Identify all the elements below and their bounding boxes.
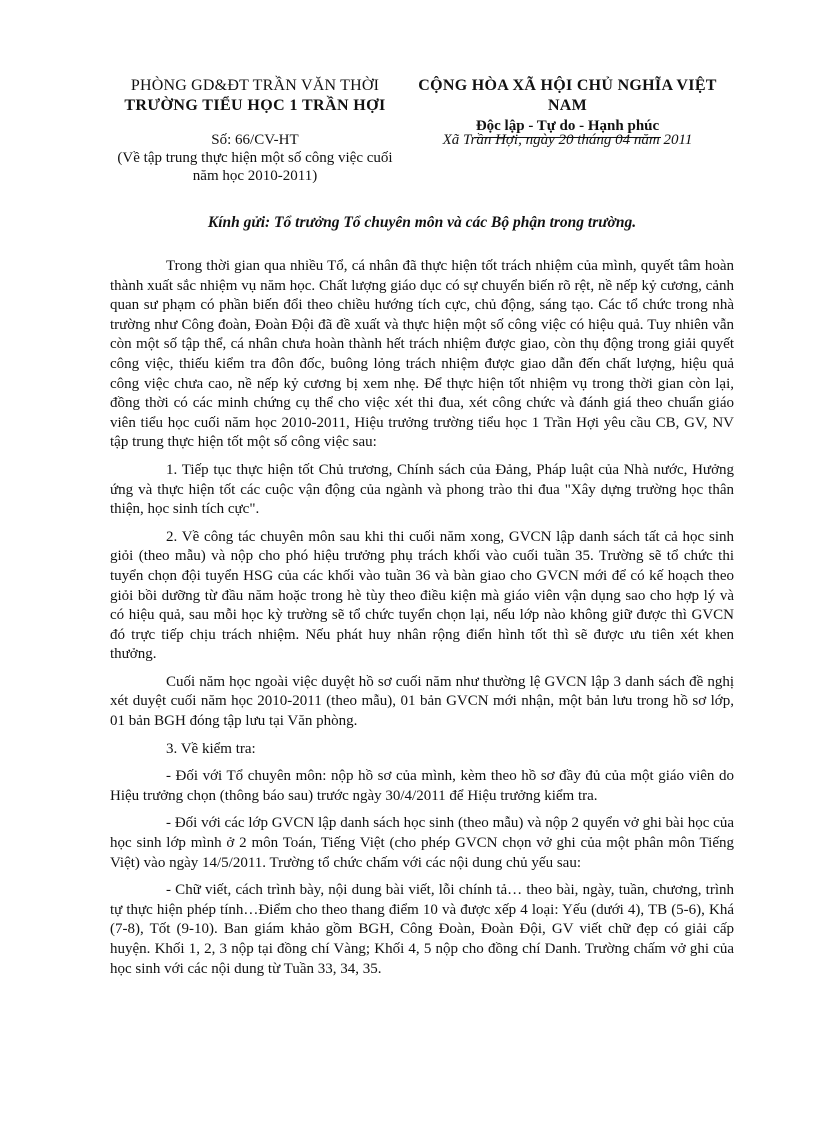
paragraph-item-3: 3. Về kiểm tra: xyxy=(166,740,256,757)
national-motto: Độc lập - Tự do - Hạnh phúc xyxy=(474,116,661,138)
recipient-line: Kính gửi: Tổ trưởng Tổ chuyên môn và các Bộ phận trong trường. xyxy=(207,214,637,231)
paragraph-group-check: - Đối với Tổ chuyên môn: nộp hồ sơ của mình, kèm theo hồ sơ đầy đủ của một giáo viên do Hiệu trưởng chọn (thông báo sau) trước ngày 30/4/2011 để Hiệu trưởng kiểm tra. xyxy=(110,768,734,804)
paragraph-class-check: - Đối với các lớp GVCN lập danh sách học sinh (theo mẫu) và nộp 2 quyển vở ghi bài học của học sinh lớp mình ở 2 môn Toán, Tiếng Việt (cho phép GVCN chọn vở ghi của một phân môn Tiếng Việt) vào ngày 14/5/2011. Trường tổ chức chấm với các nội dung chủ yếu sau: xyxy=(110,815,734,871)
place-date-line: Xã Trần Hợi, ngày 20 tháng 04 năm 2011 xyxy=(442,132,693,148)
issuer-block xyxy=(110,76,400,116)
agency-name: PHÒNG GD&ĐT TRẦN VĂN THỜI xyxy=(130,77,380,94)
document-body xyxy=(110,257,734,979)
document-subject: (Về tập trung thực hiện một số công việc cuối năm học 2010-2011) xyxy=(117,150,393,184)
national-header xyxy=(400,76,735,138)
school-name: TRƯỜNG TIỂU HỌC 1 TRẦN HỢI xyxy=(124,97,386,114)
paragraph-intro: Trong thời gian qua nhiều Tổ, cá nhân đã thực hiện tốt trách nhiệm của mình, quyết tâm hoàn thành xuất sắc nhiệm vụ năm học. Chất lượng giáo dục có sự chuyển biến rõ rệt, nề nếp kỷ cương, cảnh quan sư phạm có phần biến đổi theo chiều hướng tích cực, chủ động, sáng tạo. Các tổ chức trong nhà trường như Công đoàn, Đoàn Đội đã đề xuất và thực hiện một số công việc có hiệu quả. Tuy nhiên vẫn còn một số tập thể, cá nhân chưa hoàn thành hết trách nhiệm được giao, còn thụ động trong giải quyết công việc, thiếu kiểm tra đôn đốc, buông lỏng trách nhiệm được giao dẫn đến chất lượng, hiệu quả công việc chưa cao, nề nếp kỷ cương bị xem nhẹ. Để thực hiện tốt nhiệm vụ trong thời gian còn lại, đồng thời có các minh chứng cụ thể cho việc xét thi đua, xét công chức và đánh giá theo chuẩn giáo viên tiểu học cuối năm học 2010-2011, Hiệu trưởng trường tiểu học 1 Trần Hợi yêu cầu CB, GV, NV tập trung thực hiện tốt một số công việc sau: xyxy=(110,258,734,451)
paragraph-item-2: 2. Về công tác chuyên môn sau khi thi cuối năm xong, GVCN lập danh sách tất cả học sinh giỏi (theo mẫu) và nộp cho phó hiệu trưởng phụ trách khối vào cuối tuần 35. Trường sẽ tổ chức thi tuyển chọn đội tuyển HSG của các khối vào tuần 36 và bàn giao cho GVCN mới để có kế hoạch theo giỏi bồi dưỡng từ đầu năm hoặc trong hè tùy theo điều kiện mà giáo viên vận dụng sao cho hợp lý và có hiệu quả, sau mỗi học kỳ trường sẽ tổ chức tuyển chọn lại, nếu lớp nào không giữ được thì GVCN đó trực tiếp chịu trách nhiệm. Nếu phát huy nhân rộng điển hình tốt thì sẽ được ưu tiên xét khen thưởng. xyxy=(110,528,734,663)
paragraph-item-1: 1. Tiếp tục thực hiện tốt Chủ trương, Chính sách của Đảng, Pháp luật của Nhà nước, Hưởng ứng và thực hiện tốt các cuộc vận động của ngành và phong trào thi đua "Xây dựng trường học thân thiện, học sinh tích cực". xyxy=(110,461,734,518)
document-number: Số: 66/CV-HT xyxy=(211,132,299,148)
nation-title: CỘNG HÒA XÃ HỘI CHỦ NGHĨA VIỆT NAM xyxy=(418,77,717,114)
paragraph-year-end: Cuối năm học ngoài việc duyệt hồ sơ cuối năm như thường lệ GVCN lập 3 danh sách đề nghị xét duyệt cuối năm học 2010-2011 (theo mẫu), 01 bản GVCN mới nhận, một bản lưu trong hồ sơ lớp, 01 bản BGH đóng tập lưu tại Văn phòng. xyxy=(110,673,734,730)
paragraph-grading-criteria: - Chữ viết, cách trình bày, nội dung bài viết, lỗi chính tả… theo bài, ngày, tuần, chương, trình tự thực hiện phép tính…Điểm cho theo thang điểm 10 và được xếp 4 loại: Yếu (dưới 4), TB (5-6), Khá (7-8), Tốt (9-10). Ban giám khảo gồm BGH, Công Đoàn, Đoàn Đội, GV viết chữ đẹp có giải cấp huyện. Khối 1, 2, 3 nộp tại đồng chí Vàng; Khối 4, 5 nộp cho đồng chí Danh. Trường chấm vở ghi của học sinh với các nội dung từ Tuần 33, 34, 35. xyxy=(110,882,734,977)
